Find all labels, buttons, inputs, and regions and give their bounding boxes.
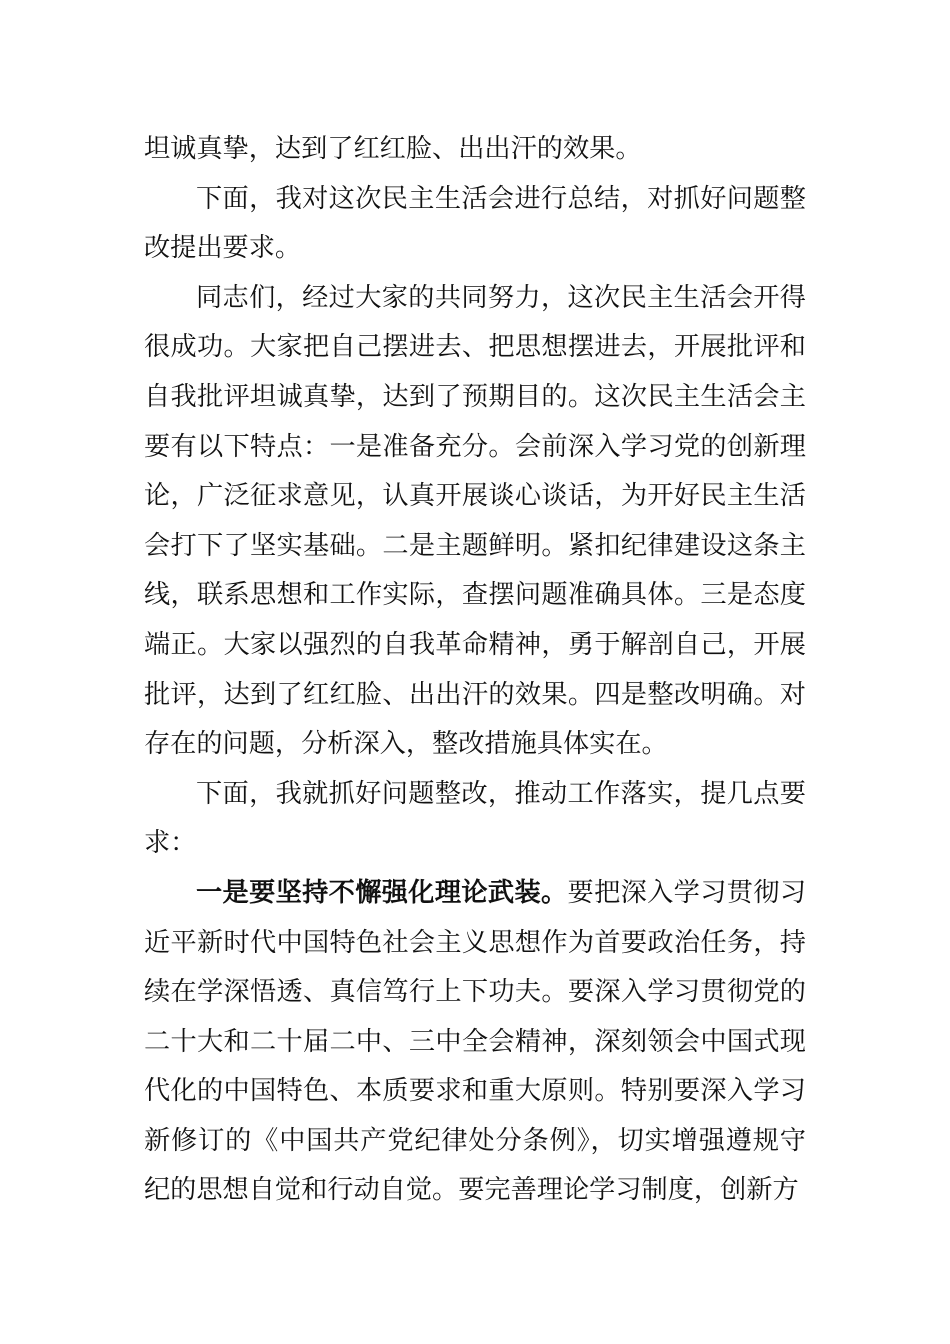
paragraph-2-text: 下面，我对这次民主生活会进行总结，对抓好问题整改提出要求。 bbox=[144, 183, 806, 264]
paragraph-1-text: 坦诚真挚，达到了红红脸、出出汗的效果。 bbox=[144, 134, 642, 164]
paragraph-4-text: 下面，我就抓好问题整改，推动工作落实，提几点要求： bbox=[144, 778, 806, 859]
paragraph-1 bbox=[144, 125, 806, 175]
paragraph-3 bbox=[144, 274, 806, 770]
paragraph-5 bbox=[144, 869, 806, 1216]
paragraph-2 bbox=[144, 175, 806, 274]
document-body bbox=[144, 125, 806, 1216]
paragraph-4 bbox=[144, 770, 806, 869]
paragraph-5-text: 要把深入学习贯彻习近平新时代中国特色社会主义思想作为首要政治任务，持续在学深悟透、真信笃行上下功夫。要深入学习贯彻党的二十大和二十届二中、三中全会精神，深刻领会中国式现代化的中国特色、本质要求和重大原则。特别要深入学习新修订的《中国共产党纪律处分条例》，切实增强遵规守纪的思想自觉和行动自觉。要完善理论学习制度，创新方 bbox=[144, 877, 807, 1206]
paragraph-5-lead: 一是要坚持不懈强化理论武装。 bbox=[196, 877, 568, 908]
paragraph-3-text: 同志们，经过大家的共同努力，这次民主生活会开得很成功。大家把自己摆进去、把思想摆进去，开展批评和自我批评坦诚真挚，达到了预期目的。这次民主生活会主要有以下特点：一是准备充分。会前深入学习党的创新理论，广泛征求意见，认真开展谈心谈话，为开好民主生活会打下了坚实基础。二是主题鲜明。紧扣纪律建设这条主线，联系思想和工作实际，查摆问题准确具体。三是态度端正。大家以强烈的自我革命精神，勇于解剖自己，开展批评，达到了红红脸、出出汗的效果。四是整改明确。对存在的问题，分析深入，整改措施具体实在。 bbox=[144, 282, 806, 760]
